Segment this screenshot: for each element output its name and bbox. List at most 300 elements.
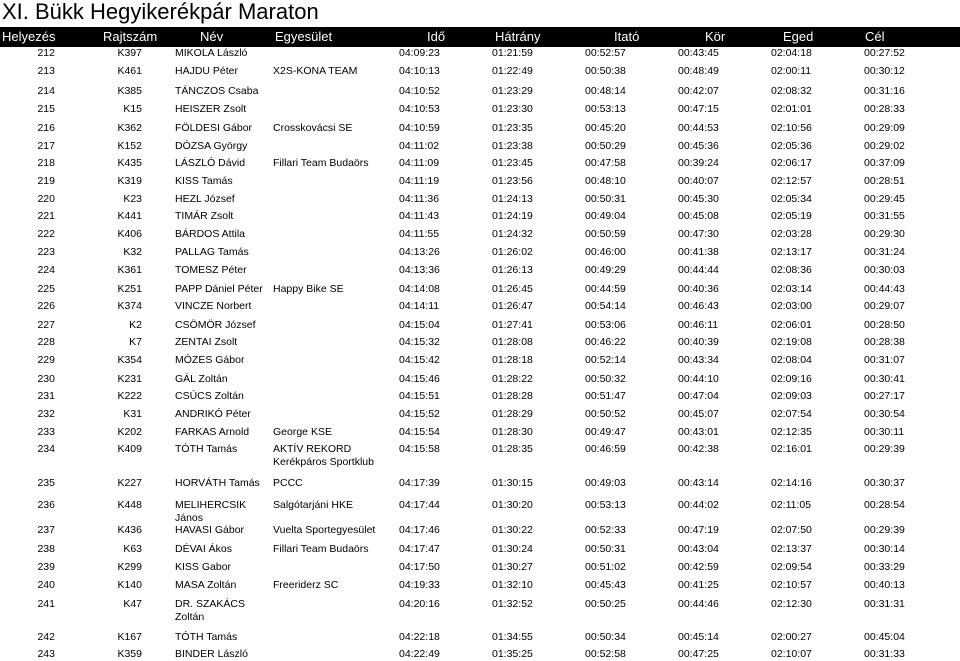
cell-itato: 00:47:58 [585,157,626,169]
cell-time: 04:17:47 [399,543,440,555]
cell-position: 227 [37,319,55,331]
cell-position: 225 [37,283,55,295]
cell-deficit: 01:30:22 [492,524,533,536]
cell-bib: K359 [117,648,142,660]
cell-position: 240 [37,579,55,591]
cell-kor: 00:46:43 [678,300,719,312]
cell-deficit: 01:30:24 [492,543,533,555]
cell-time: 04:15:04 [399,319,440,331]
cell-club: Vuelta Sportegyesület [273,524,376,536]
cell-cel: 00:40:13 [864,579,905,591]
cell-deficit: 01:24:32 [492,228,533,240]
cell-time: 04:10:13 [399,65,440,77]
cell-deficit: 01:35:25 [492,648,533,660]
cell-itato: 00:49:04 [585,210,626,222]
cell-bib: K435 [117,157,142,169]
cell-time: 04:11:43 [399,210,440,222]
cell-club: Crosskovácsi SE [273,122,353,134]
cell-kor: 00:45:14 [678,631,719,643]
cell-kor: 00:47:19 [678,524,719,536]
cell-name: HAJDU Péter [175,65,239,77]
cell-eged: 02:14:16 [771,477,812,489]
cell-cel: 00:29:39 [864,524,905,536]
cell-deficit: 01:22:49 [492,65,533,77]
cell-cel: 00:30:12 [864,65,905,77]
cell-cel: 00:31:31 [864,598,905,610]
cell-cel: 00:29:45 [864,193,905,205]
cell-bib: K406 [117,228,142,240]
cell-deficit: 01:30:15 [492,477,533,489]
cell-kor: 00:43:04 [678,543,719,555]
cell-name: FARKAS Arnold [175,426,250,438]
cell-kor: 00:44:44 [678,264,719,276]
cell-itato: 00:50:29 [585,140,626,152]
cell-cel: 00:28:38 [864,336,905,348]
cell-time: 04:15:52 [399,408,440,420]
cell-club: X2S-KONA TEAM [273,65,358,77]
cell-position: 239 [37,561,55,573]
cell-position: 218 [37,157,55,169]
cell-kor: 00:42:38 [678,443,719,455]
cell-bib: K47 [123,598,142,610]
cell-position: 236 [37,499,55,511]
cell-bib: K2 [129,319,142,331]
cell-deficit: 01:30:20 [492,499,533,511]
cell-position: 243 [37,648,55,660]
cell-position: 217 [37,140,55,152]
cell-deficit: 01:30:27 [492,561,533,573]
cell-name: PAPP Dániel Péter [175,283,263,295]
cell-eged: 02:05:36 [771,140,812,152]
cell-itato: 00:46:22 [585,336,626,348]
cell-name: MIKOLA László [175,47,248,59]
cell-kor: 00:47:30 [678,228,719,240]
cell-bib: K354 [117,354,142,366]
cell-name: MELIHERCSIK János [175,499,247,524]
cell-eged: 02:08:36 [771,264,812,276]
cell-name: HEZL József [175,193,235,205]
cell-kor: 00:44:02 [678,499,719,511]
cell-eged: 02:06:17 [771,157,812,169]
cell-eged: 02:03:00 [771,300,812,312]
cell-time: 04:22:49 [399,648,440,660]
cell-cel: 00:31:33 [864,648,905,660]
cell-itato: 00:50:34 [585,631,626,643]
cell-kor: 00:45:36 [678,140,719,152]
cell-time: 04:22:18 [399,631,440,643]
cell-itato: 00:50:31 [585,193,626,205]
cell-name: MÓZES Gábor [175,354,245,366]
cell-deficit: 01:28:18 [492,354,533,366]
cell-eged: 02:10:57 [771,579,812,591]
cell-kor: 00:39:24 [678,157,719,169]
cell-position: 223 [37,246,55,258]
cell-deficit: 01:23:45 [492,157,533,169]
cell-time: 04:13:26 [399,246,440,258]
header-helyezes: Helyezés [2,29,56,44]
cell-bib: K202 [117,426,142,438]
cell-deficit: 01:23:29 [492,85,533,97]
cell-club: Fillari Team Budaörs [273,543,369,555]
cell-bib: K152 [117,140,142,152]
cell-deficit: 01:26:13 [492,264,533,276]
cell-itato: 00:50:52 [585,408,626,420]
cell-kor: 00:45:07 [678,408,719,420]
cell-club: Happy Bike SE [273,283,344,295]
cell-itato: 00:53:13 [585,499,626,511]
cell-cel: 00:28:51 [864,175,905,187]
cell-position: 241 [37,598,55,610]
cell-deficit: 01:21:59 [492,47,533,59]
cell-bib: K32 [123,246,142,258]
cell-cel: 00:45:04 [864,631,905,643]
cell-deficit: 01:27:41 [492,319,533,331]
cell-name: KISS Tamás [175,175,233,187]
cell-name: CSÚCS Zoltán [175,390,244,402]
cell-time: 04:17:50 [399,561,440,573]
cell-bib: K251 [117,283,142,295]
cell-cel: 00:28:50 [864,319,905,331]
cell-position: 215 [37,103,55,115]
cell-deficit: 01:32:10 [492,579,533,591]
cell-time: 04:19:33 [399,579,440,591]
cell-name: KISS Gabor [175,561,232,573]
cell-cel: 00:31:24 [864,246,905,258]
cell-bib: K227 [117,477,142,489]
cell-itato: 00:51:47 [585,390,626,402]
cell-bib: K397 [117,47,142,59]
cell-cel: 00:27:52 [864,47,905,59]
cell-time: 04:10:52 [399,85,440,97]
cell-eged: 02:09:16 [771,373,812,385]
cell-eged: 02:08:04 [771,354,812,366]
cell-eged: 02:10:56 [771,122,812,134]
cell-time: 04:10:53 [399,103,440,115]
cell-eged: 02:06:01 [771,319,812,331]
cell-cel: 00:33:29 [864,561,905,573]
cell-kor: 00:40:39 [678,336,719,348]
cell-cel: 00:37:09 [864,157,905,169]
cell-itato: 00:49:03 [585,477,626,489]
cell-itato: 00:50:32 [585,373,626,385]
cell-eged: 02:12:30 [771,598,812,610]
cell-deficit: 01:34:55 [492,631,533,643]
cell-cel: 00:31:55 [864,210,905,222]
cell-bib: K31 [123,408,142,420]
cell-bib: K63 [123,543,142,555]
header-itato: Itató [614,29,640,44]
cell-deficit: 01:28:22 [492,373,533,385]
cell-eged: 02:07:50 [771,524,812,536]
cell-name: CSÖMÖR József [175,319,256,331]
cell-time: 04:20:16 [399,598,440,610]
cell-eged: 02:16:01 [771,443,812,455]
cell-cel: 00:44:43 [864,283,905,295]
cell-eged: 02:00:27 [771,631,812,643]
cell-cel: 00:28:54 [864,499,905,511]
cell-name: FÖLDESI Gábor [175,122,253,134]
cell-position: 216 [37,122,55,134]
cell-bib: K231 [117,373,142,385]
cell-kor: 00:40:36 [678,283,719,295]
cell-time: 04:15:32 [399,336,440,348]
cell-position: 237 [37,524,55,536]
cell-position: 212 [37,47,55,59]
cell-time: 04:10:59 [399,122,440,134]
cell-position: 222 [37,228,55,240]
cell-name: TÓTH Tamás [175,631,238,643]
cell-name: DÉVAI Ákos [175,543,232,555]
cell-cel: 00:29:02 [864,140,905,152]
cell-deficit: 01:28:35 [492,443,533,455]
cell-kor: 00:42:07 [678,85,719,97]
cell-kor: 00:47:25 [678,648,719,660]
cell-itato: 00:45:43 [585,579,626,591]
cell-deficit: 01:26:02 [492,246,533,258]
cell-name: GÁL Zoltán [175,373,228,385]
cell-club: Salgótarjáni HKE [273,499,353,511]
cell-itato: 00:52:33 [585,524,626,536]
cell-itato: 00:52:14 [585,354,626,366]
cell-cel: 00:27:17 [864,390,905,402]
cell-kor: 00:47:04 [678,390,719,402]
cell-bib: K23 [123,193,142,205]
cell-eged: 02:07:54 [771,408,812,420]
cell-itato: 00:44:59 [585,283,626,295]
cell-itato: 00:46:00 [585,246,626,258]
cell-kor: 00:48:49 [678,65,719,77]
cell-eged: 02:03:14 [771,283,812,295]
cell-eged: 02:11:05 [771,499,812,511]
cell-position: 235 [37,477,55,489]
cell-time: 04:15:51 [399,390,440,402]
cell-name: PALLAG Tamás [175,246,249,258]
cell-deficit: 01:23:56 [492,175,533,187]
header-kor: Kör [705,29,726,44]
cell-deficit: 01:32:52 [492,598,533,610]
cell-itato: 00:52:58 [585,648,626,660]
cell-eged: 02:03:28 [771,228,812,240]
cell-itato: 00:50:31 [585,543,626,555]
cell-time: 04:17:39 [399,477,440,489]
cell-position: 242 [37,631,55,643]
cell-itato: 00:50:38 [585,65,626,77]
cell-deficit: 01:23:38 [492,140,533,152]
cell-name: TOMESZ Péter [175,264,247,276]
cell-deficit: 01:28:08 [492,336,533,348]
cell-itato: 00:53:06 [585,319,626,331]
cell-time: 04:14:11 [399,300,440,312]
cell-name: HORVÁTH Tamás [175,477,260,489]
cell-eged: 02:13:17 [771,246,812,258]
cell-time: 04:11:09 [399,157,440,169]
header-ido: Idő [427,29,446,44]
cell-time: 04:11:02 [399,140,440,152]
cell-time: 04:09:23 [399,47,440,59]
cell-position: 238 [37,543,55,555]
cell-cel: 00:30:54 [864,408,905,420]
header-hatrany: Hátrány [495,29,541,44]
cell-kor: 00:44:53 [678,122,719,134]
cell-position: 219 [37,175,55,187]
cell-bib: K461 [117,65,142,77]
cell-position: 220 [37,193,55,205]
cell-kor: 00:41:38 [678,246,719,258]
cell-name: MASA Zoltán [175,579,237,591]
cell-kor: 00:43:01 [678,426,719,438]
cell-itato: 00:45:20 [585,122,626,134]
cell-bib: K436 [117,524,142,536]
cell-kor: 00:44:46 [678,598,719,610]
cell-position: 233 [37,426,55,438]
cell-eged: 02:19:08 [771,336,812,348]
cell-name: LÁSZLÓ Dávid [175,157,246,169]
cell-deficit: 01:24:19 [492,210,533,222]
cell-bib: K167 [117,631,142,643]
cell-time: 04:15:58 [399,443,440,455]
cell-bib: K409 [117,443,142,455]
cell-cel: 00:31:16 [864,85,905,97]
cell-deficit: 01:28:28 [492,390,533,402]
cell-position: 224 [37,264,55,276]
cell-bib: K362 [117,122,142,134]
cell-bib: K448 [117,499,142,511]
cell-kor: 00:46:11 [678,319,719,331]
cell-name: DÓZSA György [175,140,248,152]
cell-kor: 00:43:45 [678,47,719,59]
cell-name: ZENTAI Zsolt [175,336,238,348]
cell-cel: 00:29:09 [864,122,905,134]
cell-cel: 00:31:07 [864,354,905,366]
cell-name: HAVASI Gábor [175,524,245,536]
cell-eged: 02:10:07 [771,648,812,660]
cell-time: 04:15:42 [399,354,440,366]
cell-eged: 02:05:19 [771,210,812,222]
cell-name: VINCZE Norbert [175,300,252,312]
cell-position: 230 [37,373,55,385]
cell-eged: 02:09:54 [771,561,812,573]
cell-itato: 00:49:47 [585,426,626,438]
cell-kor: 00:47:15 [678,103,719,115]
cell-club: Fillari Team Budaörs [273,157,369,169]
cell-time: 04:17:46 [399,524,440,536]
cell-eged: 02:00:11 [771,65,812,77]
header-rajtszam: Rajtszám [103,29,158,44]
cell-kor: 00:44:10 [678,373,719,385]
cell-eged: 02:09:03 [771,390,812,402]
cell-deficit: 01:26:45 [492,283,533,295]
cell-bib: K15 [123,103,142,115]
cell-itato: 00:49:29 [585,264,626,276]
page-title: XI. Bükk Hegyikerékpár Maraton [2,0,319,24]
cell-bib: K374 [117,300,142,312]
cell-time: 04:15:46 [399,373,440,385]
cell-bib: K441 [117,210,142,222]
cell-cel: 00:29:39 [864,443,905,455]
cell-kor: 00:45:30 [678,193,719,205]
cell-name: HEISZER Zsolt [175,103,247,115]
cell-cel: 00:29:07 [864,300,905,312]
table-header [0,27,960,47]
cell-deficit: 01:28:29 [492,408,533,420]
cell-cel: 00:30:37 [864,477,905,489]
cell-name: BÁRDOS Attila [175,228,246,240]
cell-deficit: 01:26:47 [492,300,533,312]
cell-name: ANDRIKÓ Péter [175,408,251,420]
cell-itato: 00:50:25 [585,598,626,610]
cell-cel: 00:28:33 [864,103,905,115]
cell-time: 04:15:54 [399,426,440,438]
cell-bib: K319 [117,175,142,187]
cell-kor: 00:43:14 [678,477,719,489]
cell-kor: 00:40:07 [678,175,719,187]
cell-deficit: 01:24:13 [492,193,533,205]
header-cel: Cél [865,29,885,44]
cell-bib: K385 [117,85,142,97]
cell-time: 04:14:08 [399,283,440,295]
cell-eged: 02:05:34 [771,193,812,205]
cell-kor: 00:41:25 [678,579,719,591]
header-egyesulet: Egyesület [275,29,333,44]
cell-bib: K222 [117,390,142,402]
cell-position: 229 [37,354,55,366]
title-bar [0,0,960,27]
cell-time: 04:13:36 [399,264,440,276]
cell-deficit: 01:28:30 [492,426,533,438]
cell-bib: K7 [129,336,142,348]
cell-itato: 00:48:14 [585,85,626,97]
header-nev: Név [200,29,224,44]
cell-cel: 00:30:03 [864,264,905,276]
cell-position: 226 [37,300,55,312]
header-eged: Eged [783,29,814,44]
cell-itato: 00:52:57 [585,47,626,59]
cell-itato: 00:46:59 [585,443,626,455]
cell-club: George KSE [273,426,332,438]
cell-eged: 02:08:32 [771,85,812,97]
cell-name: BINDER László [175,648,248,660]
cell-name: DR. SZAKÁCS Zoltán [175,598,246,623]
cell-bib: K140 [117,579,142,591]
cell-cel: 00:30:41 [864,373,905,385]
cell-bib: K361 [117,264,142,276]
cell-cel: 00:30:14 [864,543,905,555]
cell-name: TIMÁR Zsolt [175,210,234,222]
cell-time: 04:11:19 [399,175,440,187]
cell-cel: 00:29:30 [864,228,905,240]
cell-name: TÁNCZOS Csaba [175,85,259,97]
cell-position: 231 [37,390,55,402]
cell-itato: 00:54:14 [585,300,626,312]
cell-position: 221 [37,210,55,222]
cell-time: 04:17:44 [399,499,440,511]
cell-club: Freeriderz SC [273,579,339,591]
cell-bib: K299 [117,561,142,573]
cell-itato: 00:51:02 [585,561,626,573]
cell-eged: 02:12:35 [771,426,812,438]
cell-club: AKTÍV REKORD Kerékpáros Sportklub [273,443,374,468]
cell-kor: 00:42:59 [678,561,719,573]
cell-name: TÓTH Tamás [175,443,238,455]
cell-deficit: 01:23:30 [492,103,533,115]
cell-eged: 02:12:57 [771,175,812,187]
cell-eged: 02:01:01 [771,103,812,115]
cell-cel: 00:30:11 [864,426,905,438]
cell-time: 04:11:55 [399,228,440,240]
cell-position: 214 [37,85,55,97]
cell-eged: 02:04:18 [771,47,812,59]
cell-position: 232 [37,408,55,420]
